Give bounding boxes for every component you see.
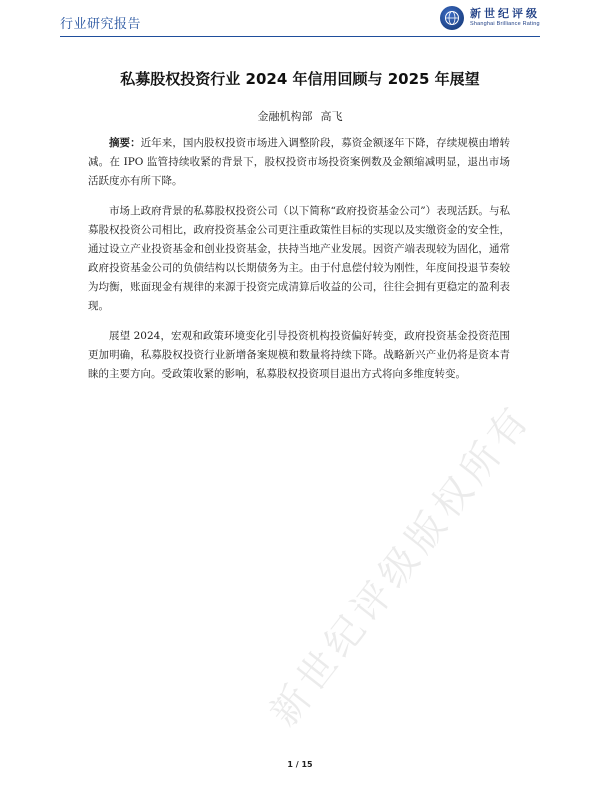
abstract-label: 摘要： — [109, 137, 141, 149]
author-line — [60, 108, 540, 124]
abstract-paragraph — [88, 134, 510, 191]
body-paragraph-2: 展望 2024，宏观和政策环境变化引导投资机构投资偏好转变，政府投资基金投资范围更加明确，私募股权投资行业新增备案规模和数量将持续下降。战略新兴产业仍将是资本青睐的主要方向。受政策收紧的影响，私募股权投资项目退出方式将向多维度转变。 — [88, 330, 510, 380]
abstract-text: 近年来，国内股权投资市场进入调整阶段，募资金额逐年下降，存续规模由增转减。在 IPO 监管持续收紧的背景下，股权投资市场投资案例数及金额缩减明显，退出市场活跃度亦有所下降。 — [88, 137, 511, 187]
page-header — [60, 0, 540, 37]
logo-english-name: Shanghai Brilliance Rating — [470, 21, 540, 28]
author-name: 高飞 — [320, 110, 343, 123]
logo-globe-icon — [440, 6, 464, 30]
logo-chinese-name: 新世纪评级 — [470, 7, 540, 21]
report-body — [88, 134, 510, 395]
author-department: 金融机构部 — [257, 110, 313, 123]
report-title: 私募股权投资行业 2024 年信用回顾与 2025 年展望 — [120, 70, 480, 88]
page-number: 1 / 15 — [287, 760, 313, 769]
report-category: 行业研究报告 — [60, 17, 142, 32]
copyright-watermark: 新世纪评级版权所有 — [261, 395, 541, 735]
body-paragraph-1: 市场上政府背景的私募股权投资公司（以下简称“政府投资基金公司”）表现活跃。与私募股权投资公司相比，政府投资基金公司更注重政策性目标的实现以及实缴资金的安全性，通过设立产业投资基金和创业投资基金，扶持当地产业发展。因资产端表现较为固化，通常政府投资基金公司的负债结构以长期债务为主。由于付息偿付较为刚性，年度间投退节奏较为均衡，账面现金有规律的来源于投资完成清算后收益的公司，往往会拥有更稳定的盈利表现。 — [88, 205, 510, 312]
brand-logo — [440, 4, 540, 32]
